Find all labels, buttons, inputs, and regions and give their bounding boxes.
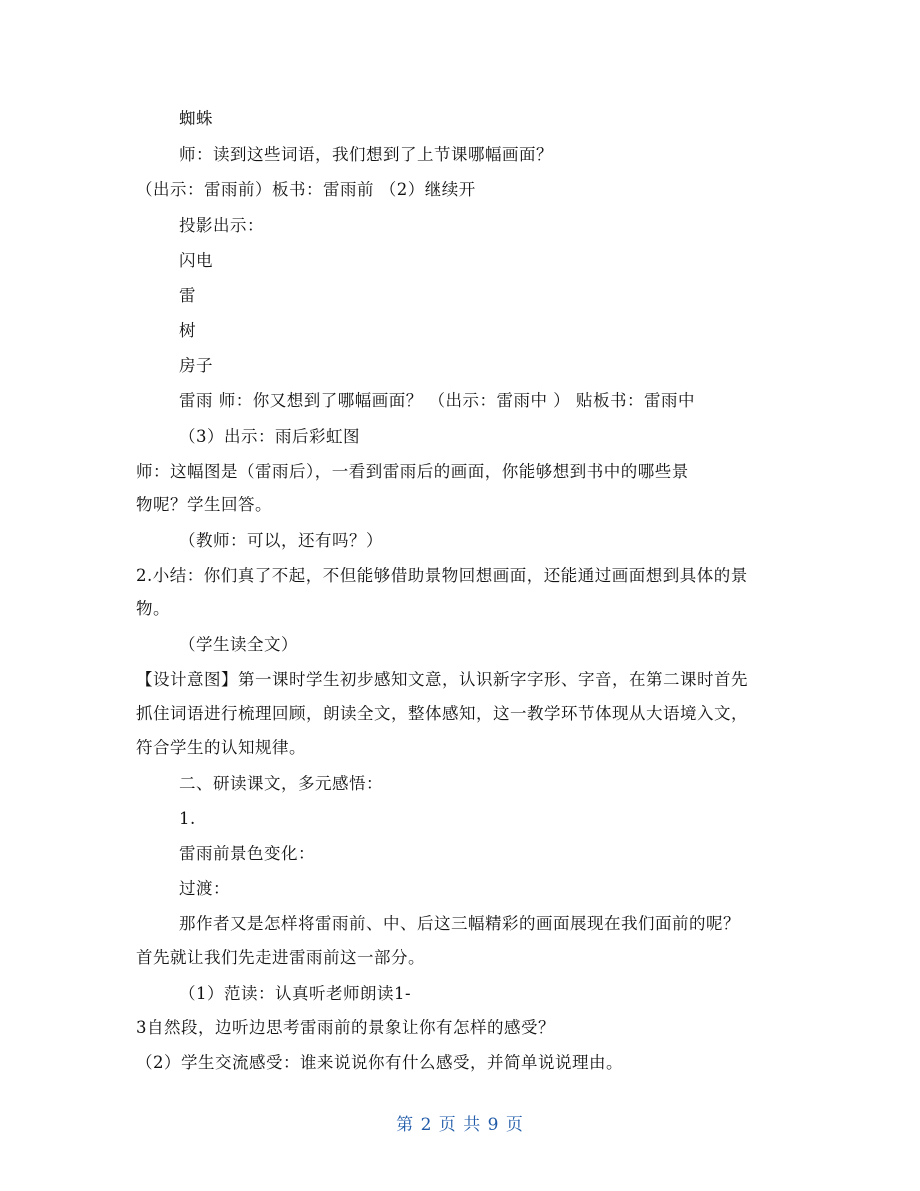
text-line: 二、研读课文，多元感悟： xyxy=(179,774,383,793)
text-line: （3）出示：雨后彩虹图 xyxy=(179,427,360,446)
text-line: 过渡： xyxy=(179,879,230,898)
text-line: 2.小结：你们真了不起，不但能够借助景物回想画面，还能通过画面想到具体的景 xyxy=(136,566,748,585)
text-line: （1）范读：认真听老师朗读1- xyxy=(179,984,412,1003)
text-line: 首先就让我们先走进雷雨前这一部分。 xyxy=(136,948,425,967)
text-line: 房子 xyxy=(179,356,213,375)
text-line: 投影出示： xyxy=(179,216,264,235)
text-line: （教师：可以，还有吗？） xyxy=(179,531,383,550)
text-line: 【设计意图】第一课时学生初步感知文意，认识新字字形、字音，在第二课时首先 xyxy=(136,670,748,689)
text-line: 蜘蛛 xyxy=(179,109,213,128)
text-line: 3自然段，边听边思考雷雨前的景象让你有怎样的感受？ xyxy=(136,1018,555,1037)
text-line: 树 xyxy=(179,321,196,340)
text-line: 雷 xyxy=(179,286,196,305)
text-line: 抓住词语进行梳理回顾，朗读全文，整体感知，这一教学环节体现从大语境入文， xyxy=(136,704,748,723)
page-number-footer: 第 2 页 共 9 页 xyxy=(396,1115,524,1135)
text-line: 雷雨 师：你又想到了哪幅画面？ （出示：雷雨中 ） 贴板书：雷雨中 xyxy=(179,391,695,410)
text-line: 1. xyxy=(179,809,196,828)
text-line: （学生读全文） xyxy=(179,635,298,654)
text-line: （2）学生交流感受：谁来说说你有什么感受，并简单说说理由。 xyxy=(136,1053,623,1072)
text-line: 师：读到这些词语，我们想到了上节课哪幅画面？ xyxy=(179,145,553,164)
text-line: 符合学生的认知规律。 xyxy=(136,738,306,757)
text-line: 物呢？学生回答。 xyxy=(136,495,272,514)
text-line: （出示：雷雨前）板书：雷雨前 （2）继续开 xyxy=(136,180,476,199)
text-line: 那作者又是怎样将雷雨前、中、后这三幅精彩的画面展现在我们面前的呢？ xyxy=(179,914,740,933)
text-line: 物。 xyxy=(136,599,170,618)
text-line: 闪电 xyxy=(179,251,213,270)
text-line: 师：这幅图是（雷雨后），一看到雷雨后的画面，你能够想到书中的哪些景 xyxy=(136,462,689,481)
text-line: 雷雨前景色变化： xyxy=(179,844,315,863)
